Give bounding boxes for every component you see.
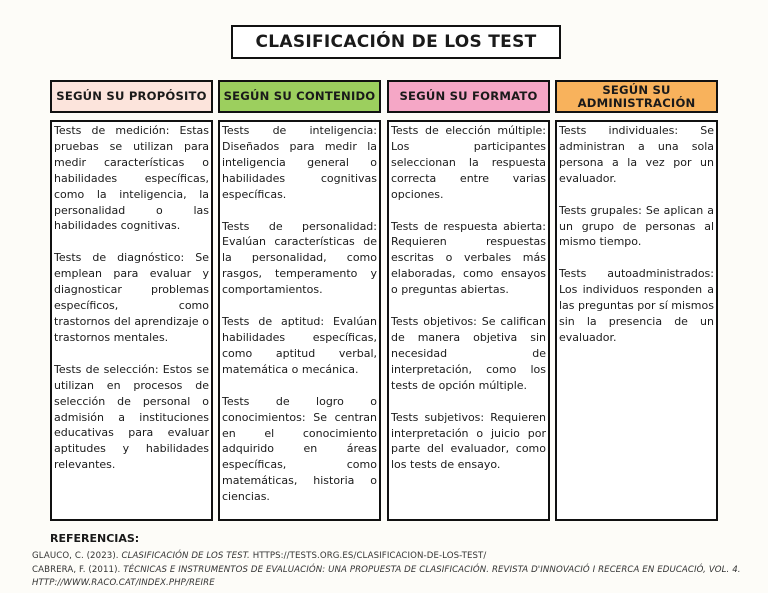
references-heading: REFERENCIAS: [50, 532, 140, 545]
reference-2-url[interactable]: HTTP://WWW.RACO.CAT/INDEX.PHP/REIRE [32, 578, 215, 588]
column-proposito [50, 120, 213, 521]
formato-item: Tests de elección múltiple: Los participantes seleccionan la respuesta correcta entre varias opciones. [391, 124, 546, 201]
formato-item: Tests de respuesta abierta: Requieren respuestas escritas o verbales más elaboradas, como ensayos o preguntas abiertas. [391, 219, 546, 297]
proposito-item: Tests de diagnóstico: Se emplean para evaluar y diagnosticar problemas específicos, como trastornos del aprendizaje o trastornos mentales. [54, 251, 209, 344]
administracion-item: Tests individuales: Se administran a una sola persona a la vez por un evaluador. [559, 124, 714, 185]
formato-item: Tests subjetivos: Requieren interpretación o juicio por parte del evaluador, como los tests de ensayo. [391, 410, 546, 472]
reference-1-title: CLASIFICACIÓN DE LOS TEST. [121, 551, 250, 561]
header-contenido: SEGÚN SU CONTENIDO [218, 80, 381, 113]
reference-2-line2 [32, 578, 215, 588]
reference-2-title: TÉCNICAS E INSTRUMENTOS DE EVALUACIÓN: UNA PROPUESTA DE CLASIFICACIÓN. REVISTA D'INNOVACIÓ I RECERCA EN EDUCACIÓ, VOL. 4. [123, 565, 741, 575]
contenido-item: Tests de inteligencia: Diseñados para medir la inteligencia general o habilidades cognitivas específicas. [222, 124, 377, 201]
contenido-item: Tests de logro o conocimientos: Se centran en el conocimiento adquirido en áreas específicas, como matemáticas, historia o ciencias. [222, 394, 377, 504]
reference-2-author: CABRERA, F. (2011). [32, 565, 121, 575]
column-contenido [218, 120, 381, 521]
header-proposito: SEGÚN SU PROPÓSITO [50, 80, 213, 113]
header-administracion: SEGÚN SU ADMINISTRACIÓN [555, 80, 718, 113]
formato-item: Tests objetivos: Se califican de manera objetiva sin necesidad de interpretación, como los tests de opción múltiple. [391, 315, 546, 392]
header-formato: SEGÚN SU FORMATO [387, 80, 550, 113]
contenido-item: Tests de aptitud: Evalúan habilidades específicas, como aptitud verbal, matemática o mecánica. [222, 315, 377, 376]
proposito-item: Tests de selección: Estos se utilizan en procesos de selección de personal o admisión a instituciones educativas para evaluar aptitudes y habilidades relevantes. [54, 362, 209, 472]
contenido-item: Tests de personalidad: Evalúan características de la personalidad, como rasgos, temperamento y comportamientos. [222, 219, 377, 297]
reference-1-url[interactable]: HTTPS://TESTS.ORG.ES/CLASIFICACION-DE-LOS-TEST/ [252, 551, 487, 561]
column-administracion [555, 120, 718, 521]
page-title: CLASIFICACIÓN DE LOS TEST [231, 25, 561, 59]
reference-2 [32, 565, 741, 575]
reference-1-author: GLAUCO, C. (2023). [32, 551, 119, 561]
column-formato [387, 120, 550, 521]
administracion-item: Tests autoadministrados: Los individuos responden a las preguntas por sí mismos sin la presencia de un evaluador. [559, 267, 714, 344]
reference-1 [32, 551, 486, 561]
administracion-item: Tests grupales: Se aplican a un grupo de personas al mismo tiempo. [559, 203, 714, 249]
proposito-item: Tests de medición: Estas pruebas se utilizan para medir características o habilidades específicas, como la inteligencia, la personalidad o las habilidades cognitivas. [54, 124, 209, 233]
